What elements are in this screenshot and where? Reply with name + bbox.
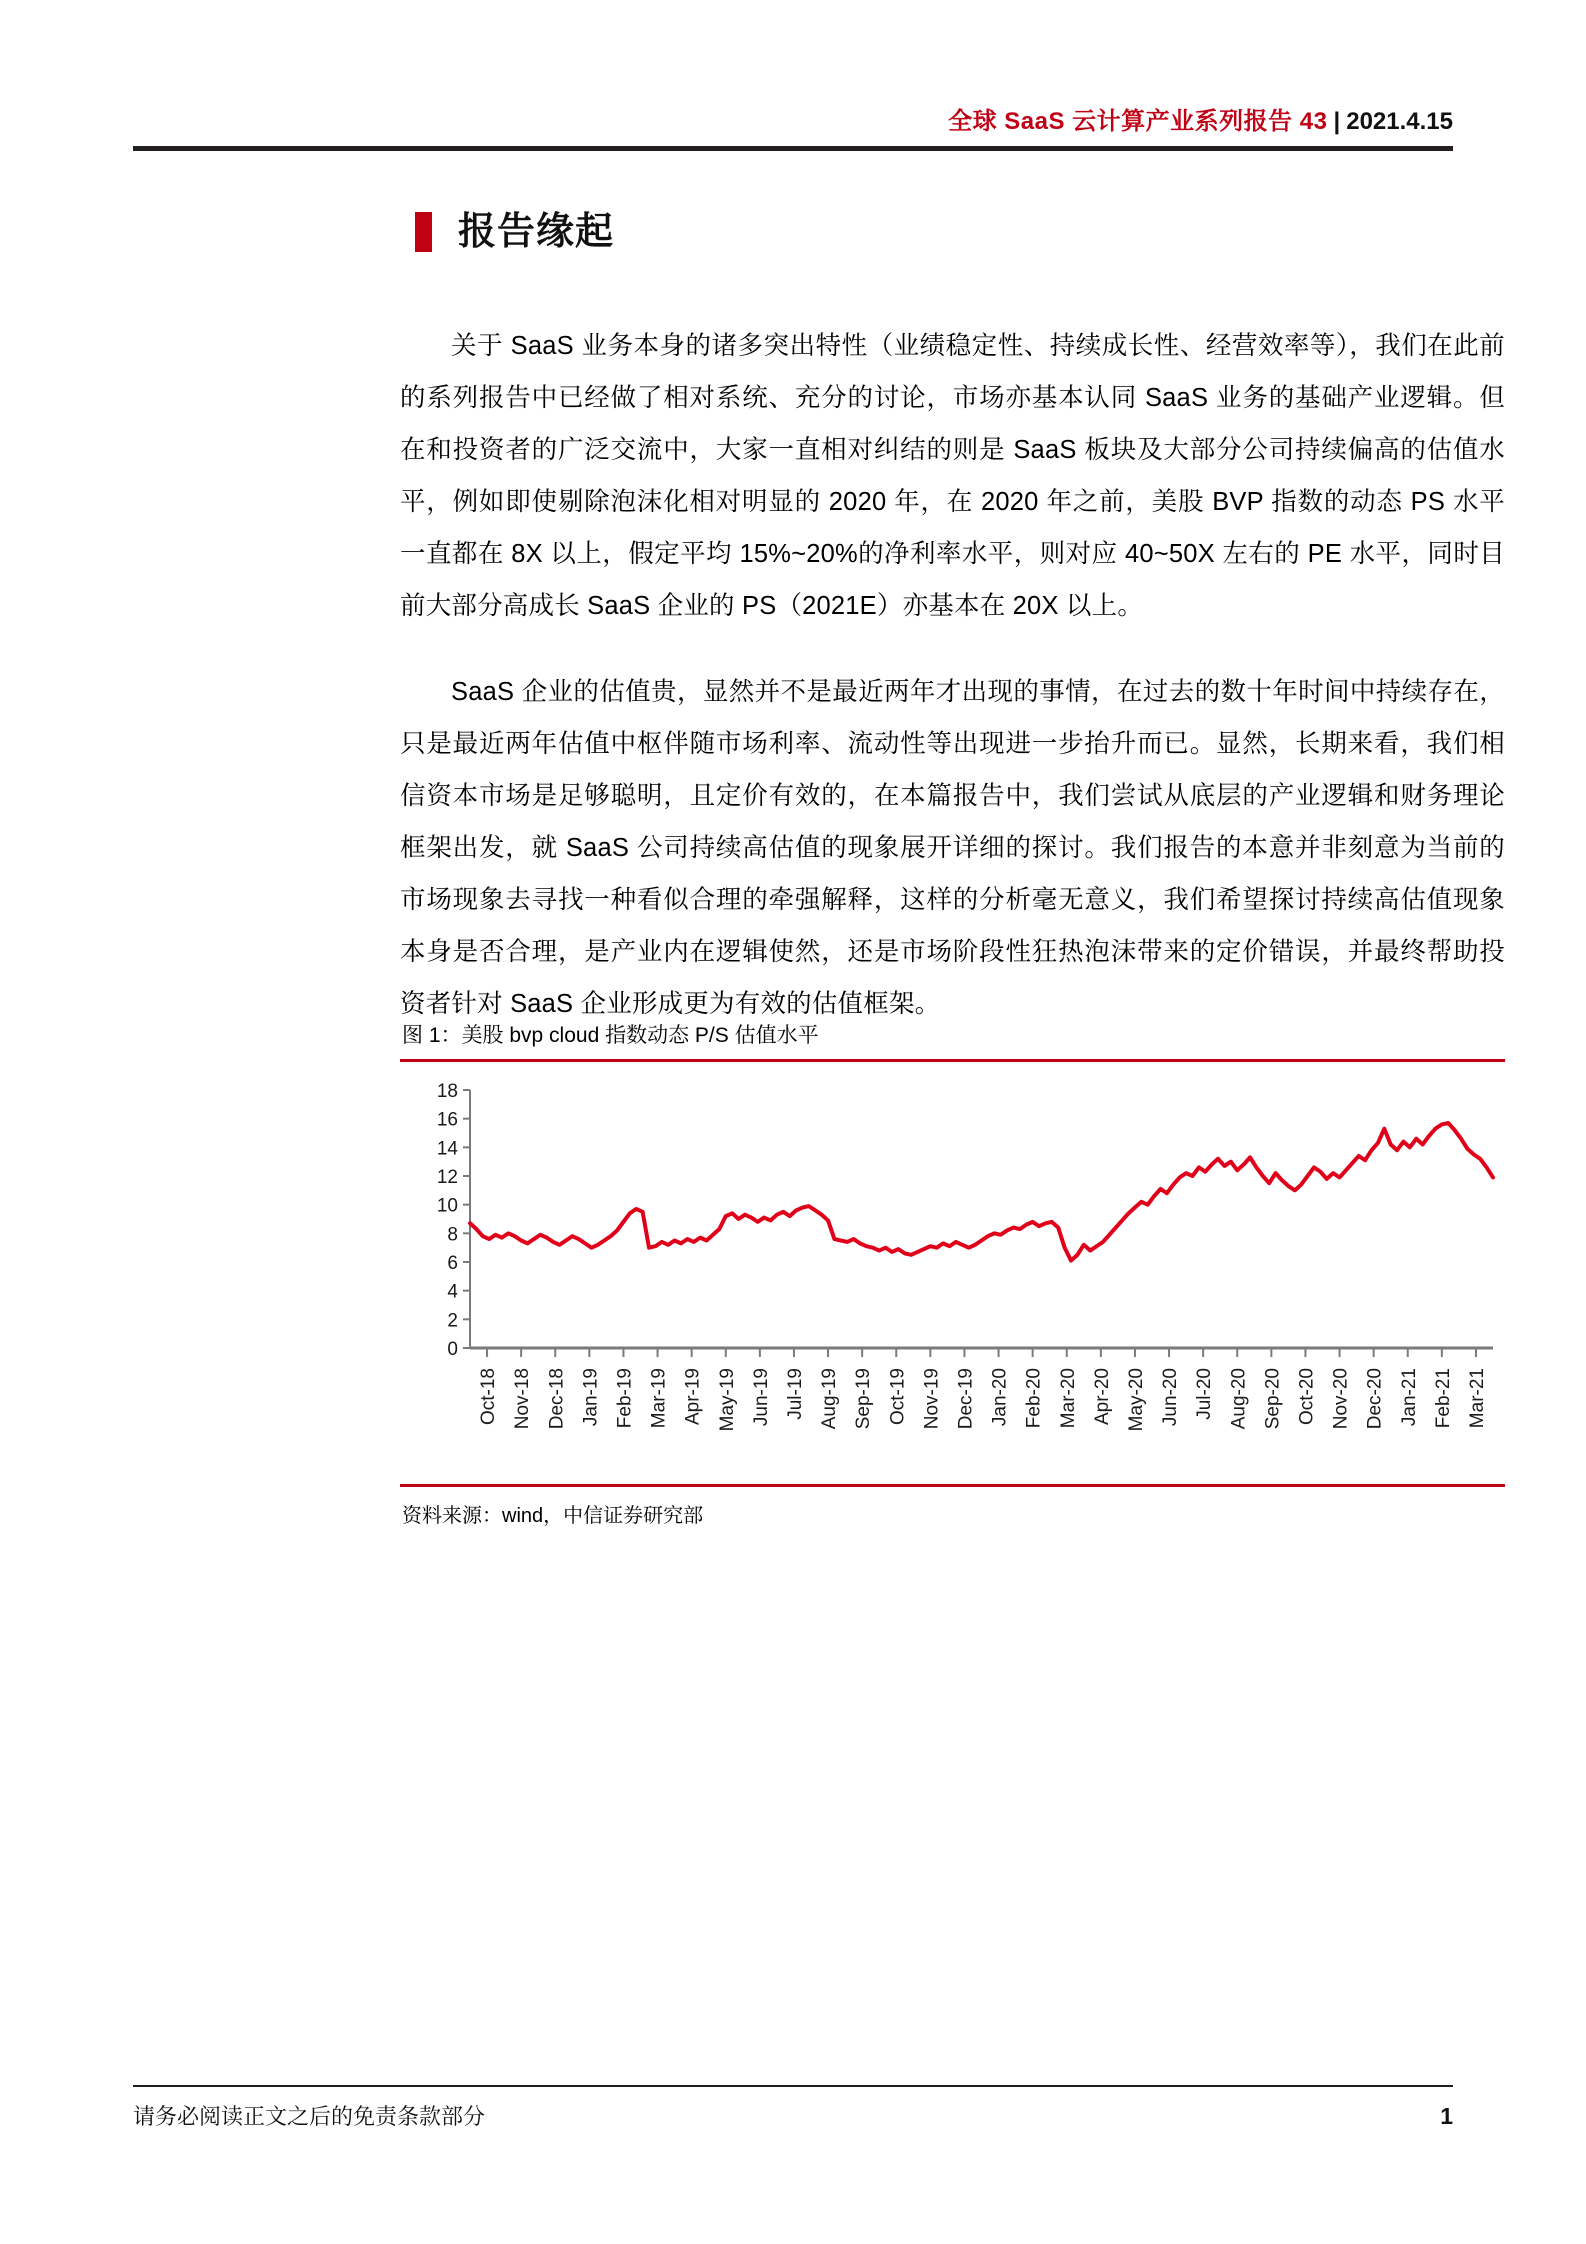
figure-caption: 图 1：美股 bvp cloud 指数动态 P/S 估值水平 <box>402 1024 819 1047</box>
svg-text:Oct-20: Oct-20 <box>1296 1368 1318 1426</box>
svg-text:Oct-18: Oct-18 <box>478 1368 500 1426</box>
svg-text:Aug-20: Aug-20 <box>1228 1368 1250 1430</box>
svg-text:0: 0 <box>447 1339 458 1361</box>
svg-text:Feb-21: Feb-21 <box>1432 1368 1454 1429</box>
svg-text:16: 16 <box>436 1109 458 1131</box>
svg-text:6: 6 <box>447 1253 458 1275</box>
footer-page-number: 1 <box>1440 2103 1453 2129</box>
svg-text:12: 12 <box>436 1167 458 1189</box>
svg-text:14: 14 <box>436 1138 458 1160</box>
svg-text:4: 4 <box>447 1281 458 1303</box>
svg-text:Feb-20: Feb-20 <box>1023 1368 1045 1429</box>
figure-source-note: 资料来源：wind，中信证券研究部 <box>402 1505 704 1528</box>
footer-divider <box>133 2085 1453 2087</box>
svg-text:Nov-20: Nov-20 <box>1330 1368 1352 1430</box>
body-text-column <box>400 320 1505 1064</box>
svg-text:Sep-19: Sep-19 <box>853 1368 875 1430</box>
svg-text:Mar-21: Mar-21 <box>1466 1368 1488 1429</box>
header-separator: | <box>1333 108 1341 135</box>
svg-text:May-19: May-19 <box>716 1368 738 1432</box>
svg-text:Apr-20: Apr-20 <box>1091 1368 1113 1426</box>
svg-text:Aug-19: Aug-19 <box>819 1368 841 1430</box>
svg-text:8: 8 <box>447 1224 458 1246</box>
paragraph-2: SaaS 企业的估值贵，显然并不是最近两年才出现的事情，在过去的数十年时间中持续存在，只是最近两年估值中枢伴随市场利率、流动性等出现进一步抬升而已。显然，长期来看，我们相信资本市场是足够聪明，且定价有效的，在本篇报告中，我们尝试从底层的产业逻辑和财务理论框架出发，就 SaaS 公司持续高估值的现象展开详细的探讨。我们报告的本意并非刻意为当前的市场现象去寻找一种看似合理的牵强解释，这样的分析毫无意义，我们希望探讨持续高估值现象本身是否合理，是产业内在逻辑使然，还是市场阶段性狂热泡沫带来的定价错误，并最终帮助投资者针对 SaaS 企业形成更为有效的估值框架。 <box>400 678 1505 1018</box>
svg-text:Jun-20: Jun-20 <box>1160 1368 1182 1427</box>
line-chart <box>400 1076 1505 1476</box>
page-footer <box>133 2100 1453 2131</box>
svg-text:Mar-20: Mar-20 <box>1057 1368 1079 1429</box>
section-title: 报告缘起 <box>458 211 615 253</box>
report-date: 2021.4.15 <box>1346 108 1453 135</box>
figure-1 <box>400 1022 1505 1528</box>
chart-container <box>400 1076 1505 1476</box>
report-series-title: 全球 SaaS 云计算产业系列报告 43 <box>948 108 1328 135</box>
svg-text:Dec-19: Dec-19 <box>955 1368 977 1430</box>
figure-body <box>400 1062 1505 1484</box>
svg-text:2: 2 <box>447 1310 458 1332</box>
svg-text:Nov-18: Nov-18 <box>512 1368 534 1430</box>
svg-text:Jan-19: Jan-19 <box>580 1368 602 1427</box>
footer-disclaimer: 请务必阅读正文之后的免责条款部分 <box>133 2104 486 2129</box>
section-heading <box>415 212 614 252</box>
red-bar-marker-icon <box>415 212 432 252</box>
svg-text:Oct-19: Oct-19 <box>887 1368 909 1426</box>
svg-text:Jan-20: Jan-20 <box>989 1368 1011 1427</box>
svg-text:Dec-20: Dec-20 <box>1364 1368 1386 1430</box>
svg-text:Jan-21: Jan-21 <box>1398 1368 1420 1427</box>
svg-text:Apr-19: Apr-19 <box>682 1368 704 1426</box>
svg-text:May-20: May-20 <box>1125 1368 1147 1432</box>
svg-text:Nov-19: Nov-19 <box>921 1368 943 1430</box>
paragraph-1: 关于 SaaS 业务本身的诸多突出特性（业绩稳定性、持续成长性、经营效率等），我们在此前的系列报告中已经做了相对系统、充分的讨论，市场亦基本认同 SaaS 业务的基础产业逻辑。但在和投资者的广泛交流中，大家一直相对纠结的则是 SaaS 板块及大部分公司持续偏高的估值水平，例如即使剔除泡沫化相对明显的 2020 年，在 2020 年之前，美股 BVP 指数的动态 PS 水平一直都在 8X 以上，假定平均 15%~20%的净利率水平，则对应 40~50X 左右的 PE 水平，同时目前大部分高成长 SaaS 企业的 PS（2021E）亦基本在 20X 以上。 <box>400 332 1505 620</box>
svg-text:Jun-19: Jun-19 <box>750 1368 772 1427</box>
svg-text:10: 10 <box>436 1195 458 1217</box>
header-divider <box>133 146 1453 151</box>
svg-text:Jul-20: Jul-20 <box>1194 1368 1216 1421</box>
page-header <box>133 108 1453 137</box>
svg-text:Mar-19: Mar-19 <box>648 1368 670 1429</box>
svg-text:Jul-19: Jul-19 <box>784 1368 806 1421</box>
svg-text:18: 18 <box>436 1081 458 1103</box>
svg-text:Dec-18: Dec-18 <box>546 1368 568 1430</box>
svg-text:Feb-19: Feb-19 <box>614 1368 636 1429</box>
svg-text:Sep-20: Sep-20 <box>1262 1368 1284 1430</box>
